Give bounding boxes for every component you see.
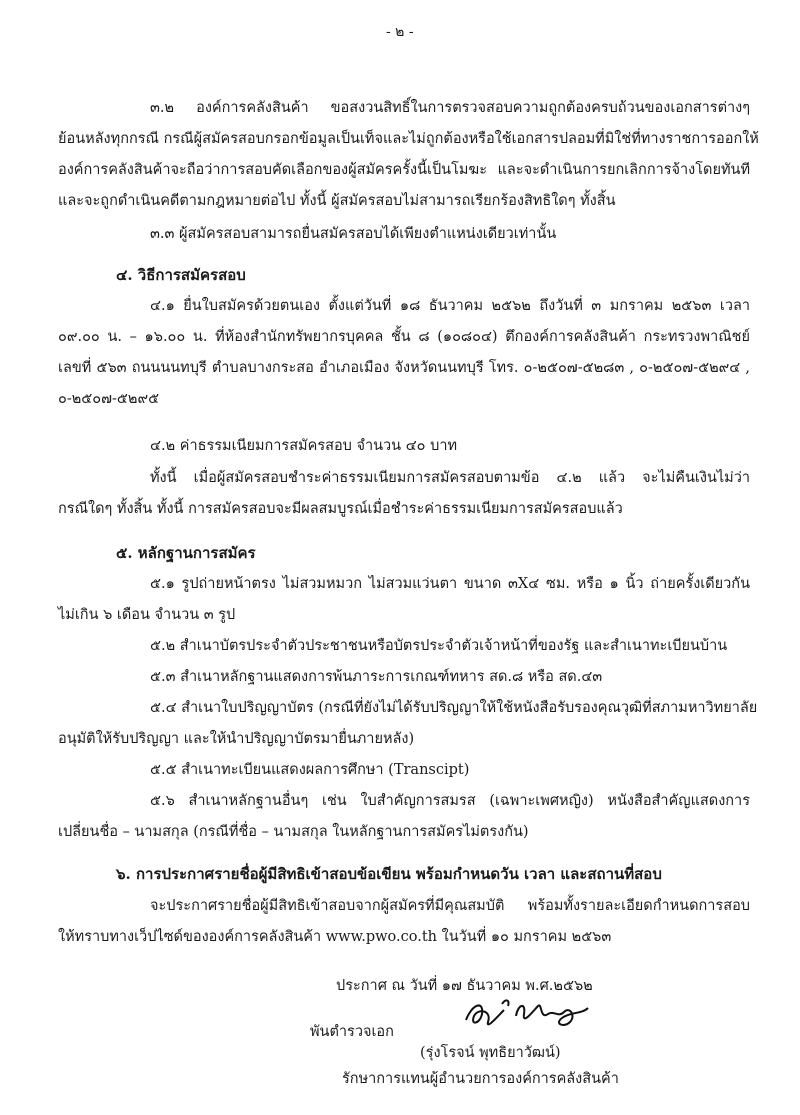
para-3-2-line-2: ย้อนหลังทุกกรณี กรณีผู้สมัครสอบกรอกข้อมูลเป็นเท็จและไม่ถูกต้องหรือใช้เอกสารปลอมที่มิใช่ที่ทางราชการออกให้ — [58, 131, 759, 147]
signer-name: (รุ่งโรจน์ พุทธิยาวัฒน์) — [420, 1045, 561, 1061]
para-4-1-line-1: ๔.๑ ยื่นใบสมัครด้วยตนเอง ตั้งแต่วันที่ ๑๘ ธันวาคม ๒๕๖๒ ถึงวันที่ ๓ มกราคม ๒๕๖๓ เวลา — [150, 298, 750, 314]
para-5-2: ๕.๒ สำเนาบัตรประจำตัวประชาชนหรือบัตรประจำตัวเจ้าหน้าที่ของรัฐ และสำเนาทะเบียนบ้าน — [150, 638, 728, 654]
para-5-1-line-1: ๕.๑ รูปถ่ายหน้าตรง ไม่สวมหมวก ไม่สวมแว่นตา ขนาด ๓X๔ ซม. หรือ ๑ นิ้ว ถ่ายครั้งเดียวกัน — [150, 576, 750, 592]
para-3-2-line-1: ๓.๒ องค์การคลังสินค้า ขอสงวนสิทธิ์ในการตรวจสอบความถูกต้องครบถ้วนของเอกสารต่างๆ — [150, 100, 750, 116]
para-3-2-line-3: องค์การคลังสินค้าจะถือว่าการสอบคัดเลือกของผู้สมัครครั้งนี้เป็นโมฆะ และจะดำเนินการยกเลิกการจ้างโดยทันที — [58, 162, 750, 178]
para-5-3: ๕.๓ สำเนาหลักฐานแสดงการพ้นภาระการเกณฑ์ทหาร สด.๘ หรือ สด.๔๓ — [150, 669, 603, 685]
para-4-2: ๔.๒ ค่าธรรมเนียมการสมัครสอบ จำนวน ๔๐ บาท — [150, 438, 458, 454]
announcement-date: ประกาศ ณ วันที่ ๑๗ ธันวาคม พ.ศ.๒๕๖๒ — [336, 978, 593, 994]
para-3-2-line-4: และจะถูกดำเนินคดีตามกฎหมายต่อไป ทั้งนี้ ผู้สมัครสอบไม่สามารถเรียกร้องสิทธิใดๆ ทั้งสิ้น — [58, 193, 616, 209]
para-5-6-line-1: ๕.๖ สำเนาหลักฐานอื่นๆ เช่น ใบสำคัญการสมรส (เฉพาะเพศหญิง) หนังสือสำคัญแสดงการ — [150, 793, 750, 809]
para-6-line-1: จะประกาศรายชื่อผู้มีสิทธิเข้าสอบจากผู้สมัครที่มีคุณสมบัติ พร้อมทั้งรายละเอียดกำหนดการสอบ — [150, 898, 750, 914]
signer-position: รักษาการแทนผู้อำนวยการองค์การคลังสินค้า — [342, 1071, 619, 1087]
para-4-1-line-4: ๐-๒๕๐๗-๕๒๙๕ — [58, 391, 160, 407]
para-4-1-line-2: ๐๙.๐๐ น. – ๑๖.๐๐ น. ที่ห้องสำนักทรัพยากรบุคคล ชั้น ๘ (๑๐๘๐๔) ตึกองค์การคลังสินค้า กระทรวงพาณิชย์ — [58, 329, 750, 345]
page-number: - ๒ - — [386, 24, 414, 40]
para-3-3: ๓.๓ ผู้สมัครสอบสามารถยื่นสมัครสอบได้เพียงตำแหน่งเดียวเท่านั้น — [150, 226, 557, 242]
para-5-5: ๕.๕ สำเนาทะเบียนแสดงผลการศึกษา (Transcipt) — [150, 762, 470, 778]
para-4-1-line-3: เลขที่ ๕๖๓ ถนนนนทบุรี ตำบลบางกระสอ อำเภอเมือง จังหวัดนนทบุรี โทร. ๐-๒๕๐๗-๕๒๘๓ , ๐-๒๕๐๗-๕๒๙๔ , — [58, 360, 750, 376]
heading-5: ๕. หลักฐานการสมัคร — [116, 544, 256, 562]
para-4-2-note-line-2: กรณีใดๆ ทั้งสิ้น ทั้งนี้ การสมัครสอบจะมีผลสมบูรณ์เมื่อชำระค่าธรรมเนียมการสมัครสอบแล้ว — [58, 501, 623, 517]
para-5-1-line-2: ไม่เกิน ๖ เดือน จำนวน ๓ รูป — [58, 607, 236, 623]
handwritten-signature — [458, 990, 598, 1038]
heading-4: ๔. วิธีการสมัครสอบ — [116, 266, 246, 284]
para-5-6-line-2: เปลี่ยนชื่อ – นามสกุล (กรณีที่ชื่อ – นามสกุล ในหลักฐานการสมัครไม่ตรงกัน) — [58, 824, 529, 840]
heading-6: ๖. การประกาศรายชื่อผู้มีสิทธิเข้าสอบข้อเขียน พร้อมกำหนดวัน เวลา และสถานที่สอบ — [116, 865, 662, 883]
para-5-4-line-1: ๕.๔ สำเนาใบปริญญาบัตร (กรณีที่ยังไม่ได้รับปริญญาให้ใช้หนังสือรับรองคุณวุฒิที่สภามหาวิทยาลัย — [150, 700, 758, 716]
signer-rank: พันตำรวจเอก — [310, 1024, 394, 1040]
para-5-4-line-2: อนุมัติให้รับปริญญา และให้นำปริญญาบัตรมายื่นภายหลัง) — [58, 731, 415, 747]
para-4-2-note-line-1: ทั้งนี้ เมื่อผู้สมัครสอบชำระค่าธรรมเนียมการสมัครสอบตามข้อ ๔.๒ แล้ว จะไม่คืนเงินไม่ว่า — [150, 470, 750, 486]
para-6-line-2: ให้ทราบทางเว็ปไซด์ขององค์การคลังสินค้า www.pwo.co.th ในวันที่ ๑๐ มกราคม ๒๕๖๓ — [58, 929, 612, 945]
